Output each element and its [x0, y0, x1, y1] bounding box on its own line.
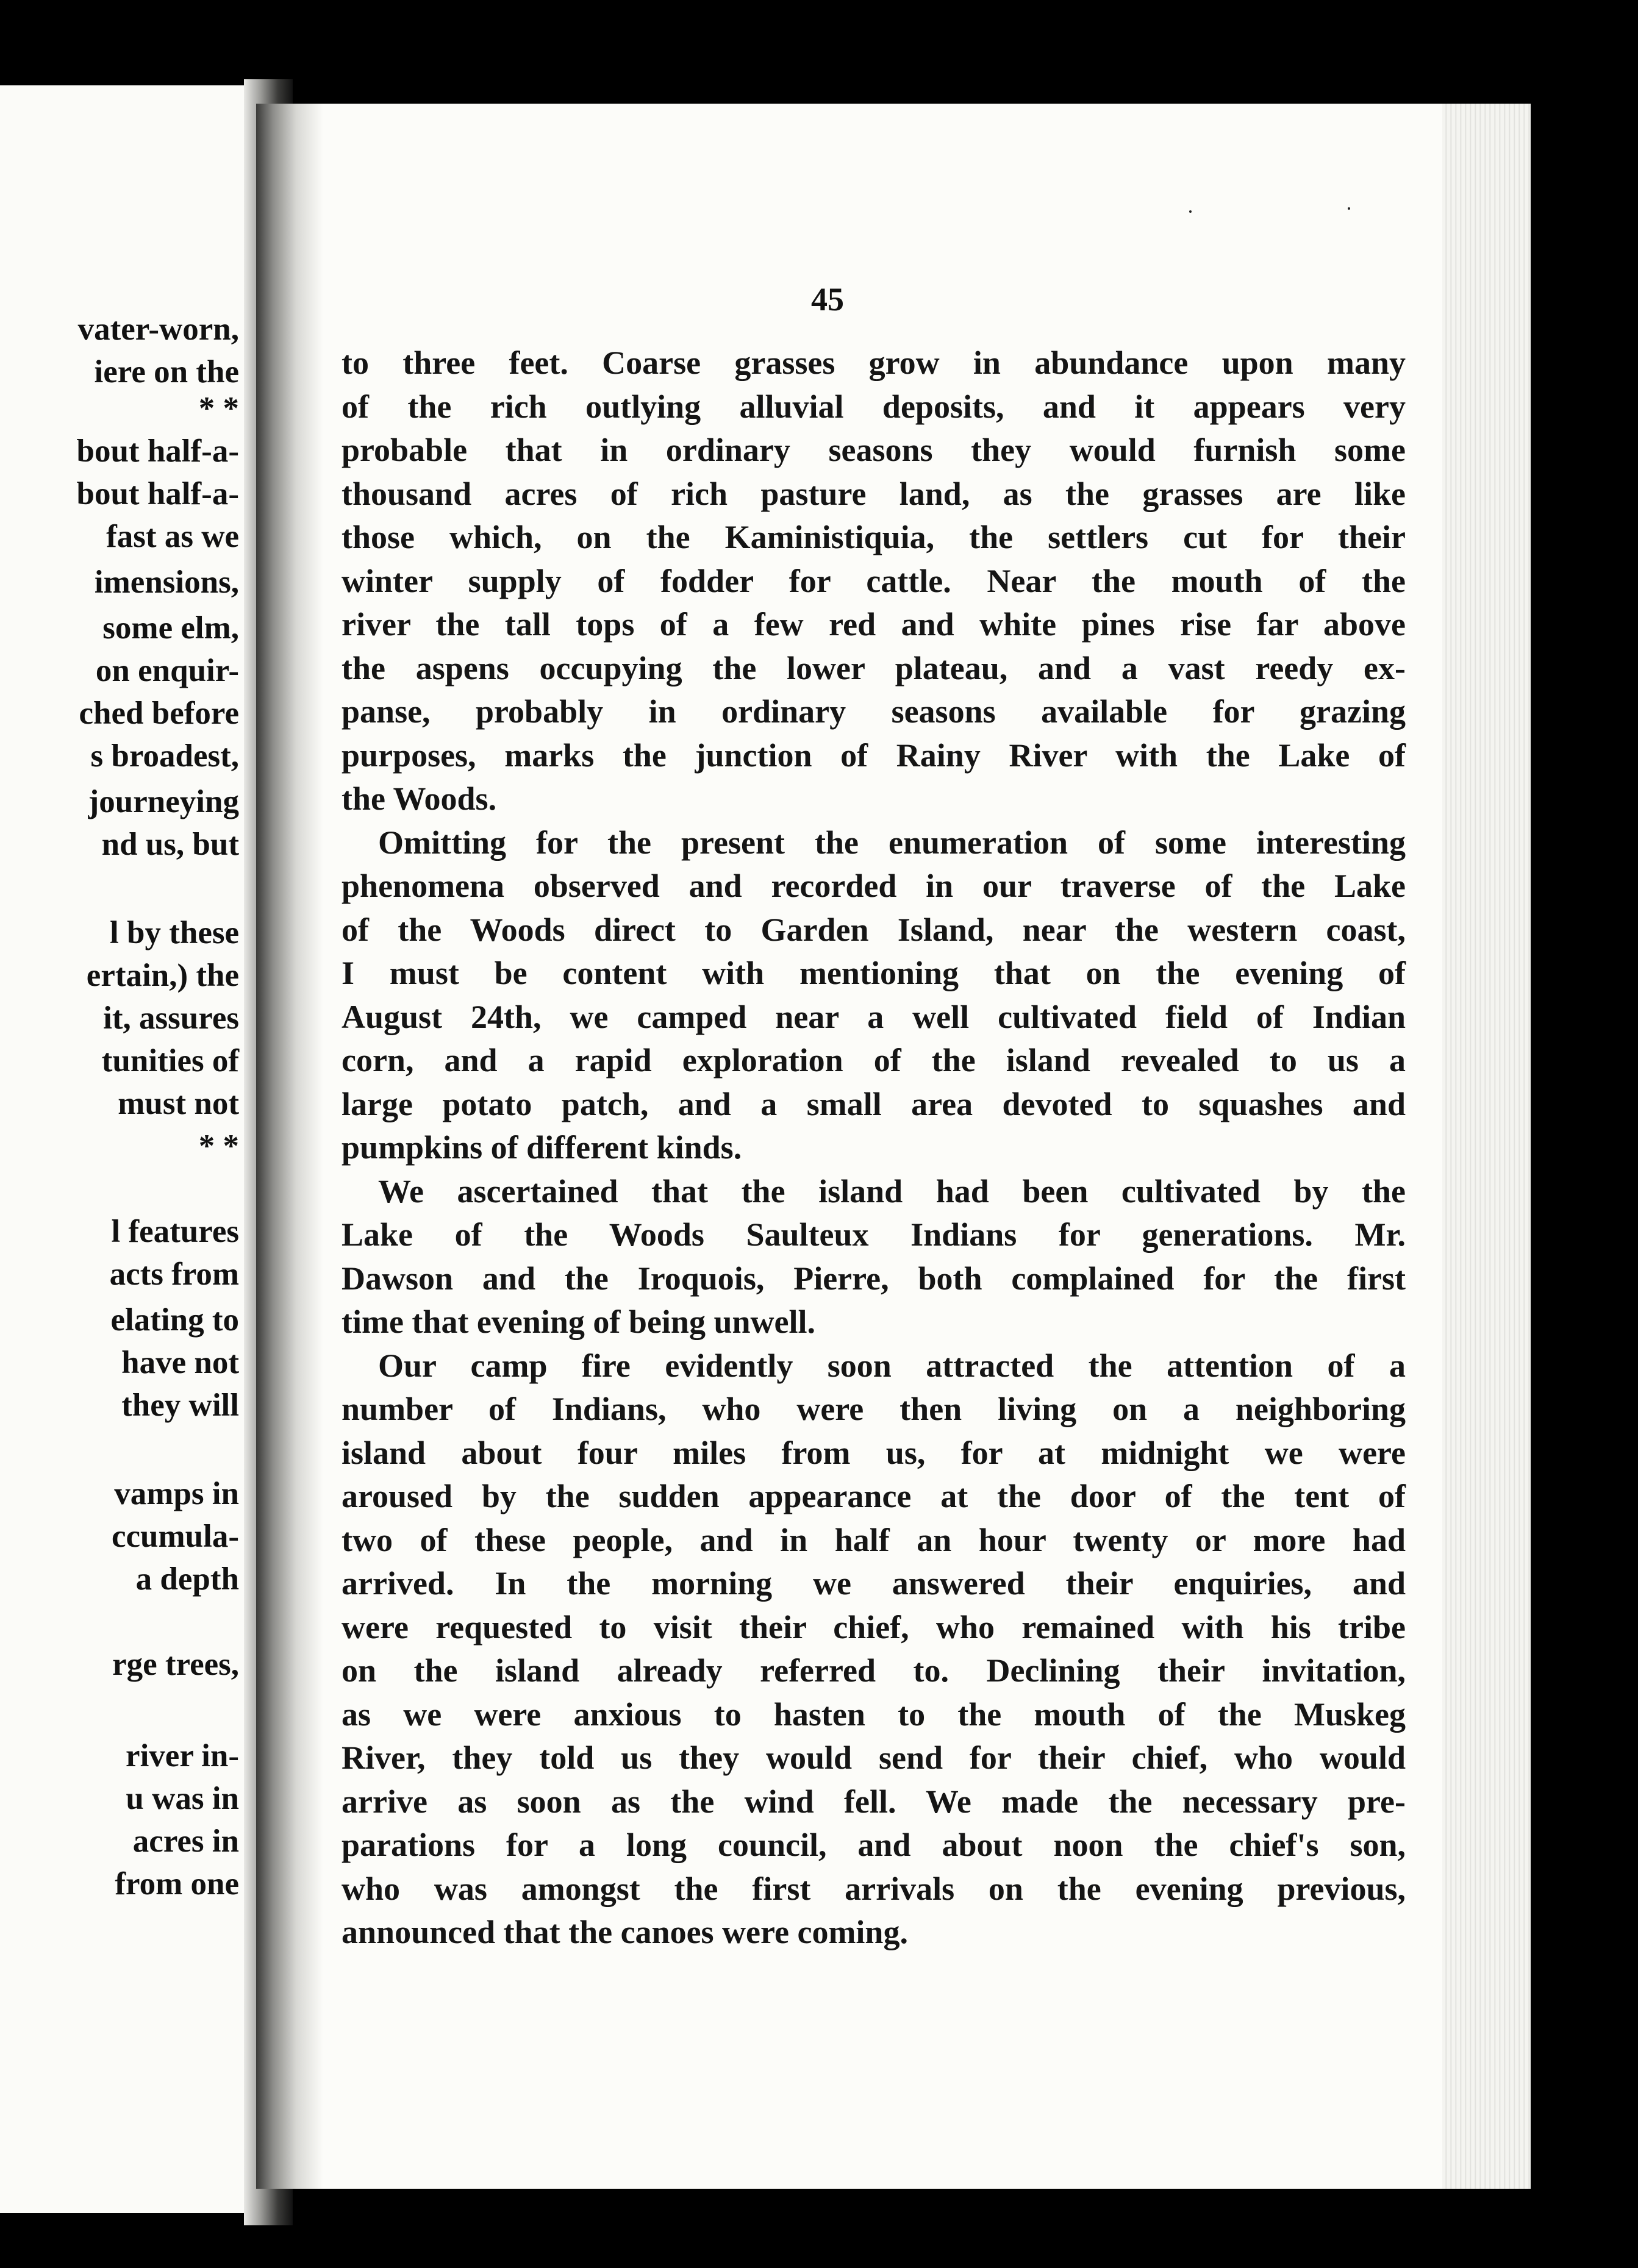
- left-page-line: acres in: [132, 1824, 239, 1859]
- left-facing-page: [0, 85, 256, 2213]
- text-line: parations for a long council, and about noon the chief's son,: [342, 1827, 1406, 1863]
- text-line: Dawson and the Iroquois, Pierre, both complained for the first: [342, 1260, 1406, 1297]
- text-line: announced that the canoes were coming.: [342, 1914, 908, 1950]
- left-page-line: it, assures: [103, 1000, 239, 1036]
- left-page-line: vater-worn,: [77, 312, 239, 347]
- text-line: Lake of the Woods Saulteux Indians for generations. Mr.: [342, 1216, 1406, 1253]
- text-line: arrived. In the morning we answered their enquiries, and: [342, 1565, 1406, 1602]
- text-line: We ascertained that the island had been cultivated by the: [378, 1172, 1406, 1210]
- text-line: were requested to visit their chief, who remained with his tribe: [342, 1608, 1406, 1646]
- left-page-line: ccumula-: [111, 1519, 239, 1554]
- page-number: 45: [811, 281, 844, 318]
- page-edges: [1442, 104, 1531, 2189]
- left-page-line: u was in: [126, 1781, 239, 1816]
- left-page-line: acts from: [109, 1257, 239, 1292]
- text-line: August 24th, we camped near a well cultivated field of Indian: [342, 998, 1406, 1035]
- left-page-line: vamps in: [114, 1476, 239, 1511]
- text-line: those which, on the Kaministiquia, the settlers cut for their: [342, 519, 1406, 555]
- left-page-line: nd us, but: [101, 827, 239, 862]
- left-page-line: elating to: [110, 1302, 239, 1338]
- text-line: river the tall tops of a few red and white pines rise far above: [342, 606, 1406, 643]
- text-line: aroused by the sudden appearance at the door of the tent of: [342, 1478, 1406, 1514]
- text-line: panse, probably in ordinary seasons available for grazing: [342, 693, 1406, 730]
- left-page-line: imensions,: [94, 565, 239, 600]
- left-page-line: rge trees,: [112, 1647, 239, 1682]
- left-page-line: * *: [198, 1129, 239, 1164]
- left-page-line: fast as we: [106, 519, 239, 554]
- text-line: two of these people, and in half an hour twenty or more had: [342, 1521, 1406, 1558]
- left-page-line: ertain,) the: [86, 958, 239, 993]
- left-page-line: bout half-a-: [76, 476, 239, 512]
- right-page: [256, 104, 1531, 2189]
- left-page-line: must not: [118, 1086, 239, 1121]
- text-line: River, they told us they would send for their chief, who would: [342, 1739, 1406, 1776]
- text-line: Omitting for the present the enumeration of some interesting: [378, 824, 1406, 861]
- text-line: the aspens occupying the lower plateau, and a vast reedy ex-: [342, 649, 1406, 686]
- left-page-line: from one: [115, 1866, 239, 1902]
- text-line: Our camp fire evidently soon attracted the attention of a: [378, 1347, 1406, 1384]
- text-line: who was amongst the first arrivals on the evening previous,: [342, 1870, 1406, 1907]
- left-page-line: * *: [198, 391, 239, 426]
- body-text: [342, 341, 1406, 1955]
- text-line: of the rich outlying alluvial deposits, and it appears very: [342, 388, 1406, 425]
- scan-speck: [1189, 210, 1192, 213]
- left-page-line: s broadest,: [90, 738, 239, 774]
- text-line: phenomena observed and recorded in our traverse of the Lake: [342, 868, 1406, 904]
- text-line: of the Woods direct to Garden Island, near the western coast,: [342, 911, 1406, 948]
- binding-shadow: [256, 104, 323, 2189]
- text-line: time that evening of being unwell.: [342, 1303, 815, 1340]
- text-line: on the island already referred to. Declining their invitation,: [342, 1652, 1406, 1689]
- left-page-line: have not: [121, 1345, 239, 1380]
- left-page-line: tunities of: [101, 1043, 239, 1079]
- left-page-line: they will: [121, 1388, 239, 1423]
- left-page-line: bout half-a-: [76, 433, 239, 469]
- text-line: large potato patch, and a small area devoted to squashes and: [342, 1085, 1406, 1122]
- left-page-line: on enquir-: [95, 653, 239, 688]
- text-line: winter supply of fodder for cattle. Near the mouth of the: [342, 562, 1406, 599]
- text-line: arrive as soon as the wind fell. We made the necessary pre-: [342, 1783, 1406, 1820]
- text-line: corn, and a rapid exploration of the island revealed to us a: [342, 1042, 1406, 1079]
- left-page-line: some elm,: [102, 610, 239, 646]
- left-page-line: journeying: [88, 784, 239, 819]
- left-page-line: iere on the: [94, 354, 239, 390]
- text-line: purposes, marks the junction of Rainy River with the Lake of: [342, 736, 1406, 774]
- left-page-line: l features: [111, 1214, 239, 1249]
- text-line: the Woods.: [342, 780, 497, 817]
- text-line: thousand acres of rich pasture land, as the grasses are like: [342, 475, 1406, 512]
- text-line: to three feet. Coarse grasses grow in abundance upon many: [342, 344, 1406, 381]
- left-page-line: l by these: [110, 915, 239, 950]
- scan-speck: [1348, 207, 1350, 210]
- left-page-line: ched before: [79, 696, 239, 731]
- left-page-line: a depth: [135, 1561, 239, 1597]
- text-line: pumpkins of different kinds.: [342, 1129, 742, 1166]
- text-line: island about four miles from us, for at midnight we were: [342, 1434, 1406, 1471]
- text-line: I must be content with mentioning that on the evening of: [342, 955, 1406, 991]
- text-line: number of Indians, who were then living on a neighboring: [342, 1391, 1406, 1427]
- text-line: as we were anxious to hasten to the mouth of the Muskeg: [342, 1696, 1406, 1733]
- left-page-line: river in-: [126, 1738, 239, 1774]
- text-line: probable that in ordinary seasons they would furnish some: [342, 432, 1406, 468]
